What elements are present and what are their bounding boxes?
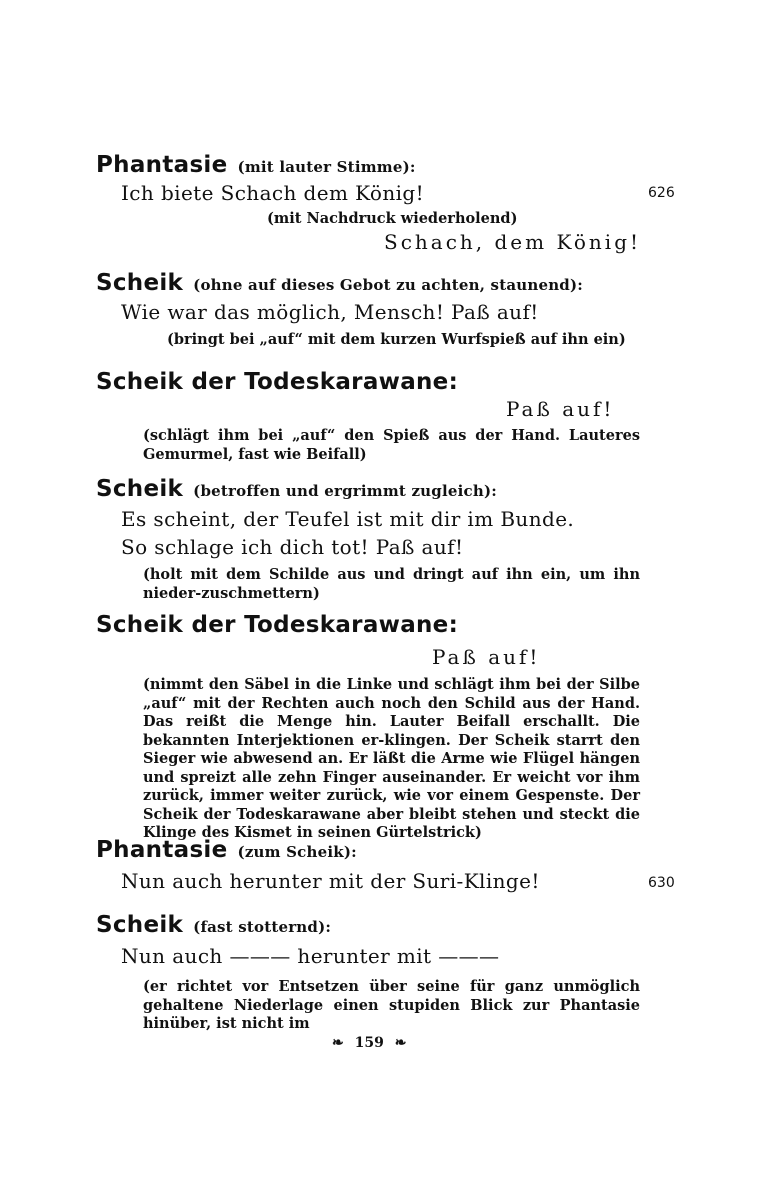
page-number: 159: [354, 1035, 384, 1051]
stage-direction: (er richtet vor Entsetzen über seine für ganz unmöglich gehaltene Niederlage einen stupiden Blick zur Phantasie hinüber, ist nicht im: [143, 978, 640, 1032]
stage-direction: (mit lauter Stimme):: [237, 158, 416, 176]
stage-direction: (holt mit dem Schilde aus und dringt auf ihn ein, um ihn nieder-zuschmettern): [143, 566, 640, 602]
verse-line: So schlage ich dich tot! Paß auf!: [121, 535, 464, 559]
ornament-left: ❧: [332, 1035, 344, 1051]
stage-direction: (mit Nachdruck wiederholend): [267, 210, 518, 227]
speaker-line: [96, 270, 583, 296]
speaker-line: [96, 152, 416, 178]
stage-direction: (schlägt ihm bei „auf“ den Spieß aus der Hand. Lauteres Gemurmel, fast wie Beifall): [143, 427, 640, 463]
speaker-line: [96, 476, 497, 502]
ornament-right: ❧: [394, 1035, 407, 1051]
speaker-name: Scheik der Todeskarawane:: [96, 612, 459, 638]
verse-line: Wie war das möglich, Mensch! Paß auf!: [121, 300, 539, 324]
stage-direction: (nimmt den Säbel in die Linke und schlägt ihm bei der Silbe „auf“ mit der Rechten auch noch den Schild aus der Hand. Das reißt die Menge hin. Lauter Beifall erschallt. Die bekannten Interjektionen er-klingen. Der Scheik starrt den Sieger wie abwesend an. Er läßt die Arme wie Flügel hängen und spreizt alle zehn Finger auseinander. Er weicht vor ihm zurück, immer weiter zurück, wie vor einem Gespenste. Der Scheik der Todeskarawane aber bleibt stehen und steckt die Klinge des Kismet in seinen Gürtelstrick): [143, 676, 640, 841]
stage-direction: (bringt bei „auf“ mit dem kurzen Wurfspieß auf ihn ein): [167, 331, 626, 348]
verse-line: Paß auf!: [506, 397, 615, 421]
speaker-name: Scheik: [96, 270, 184, 296]
verse-line: Nun auch ——— herunter mit ———: [121, 944, 500, 968]
stage-direction: (ohne auf dieses Gebot zu achten, staunend):: [193, 276, 584, 294]
line-number: 630: [648, 875, 675, 891]
line-number: 626: [648, 185, 675, 201]
verse-line: Ich biete Schach dem König!: [121, 181, 425, 205]
verse-line: Es scheint, der Teufel ist mit dir im Bunde.: [121, 507, 575, 531]
speaker-name: Scheik: [96, 912, 184, 938]
stage-direction: (betroffen und ergrimmt zugleich):: [193, 482, 497, 500]
verse-line: Nun auch herunter mit der Suri-Klinge!: [121, 869, 540, 893]
speaker-name: Phantasie: [96, 837, 228, 863]
speaker-line: [96, 912, 331, 938]
page-footer: [332, 1035, 406, 1051]
verse-line: Paß auf!: [432, 645, 541, 669]
stage-direction: (zum Scheik):: [237, 843, 357, 861]
stage-direction: (fast stotternd):: [193, 918, 332, 936]
speaker-name: Phantasie: [96, 152, 228, 178]
speaker-line: [96, 837, 357, 863]
speaker-name: Scheik der Todeskarawane:: [96, 369, 459, 395]
verse-line: Schach, dem König!: [384, 230, 642, 254]
speaker-name: Scheik: [96, 476, 184, 502]
